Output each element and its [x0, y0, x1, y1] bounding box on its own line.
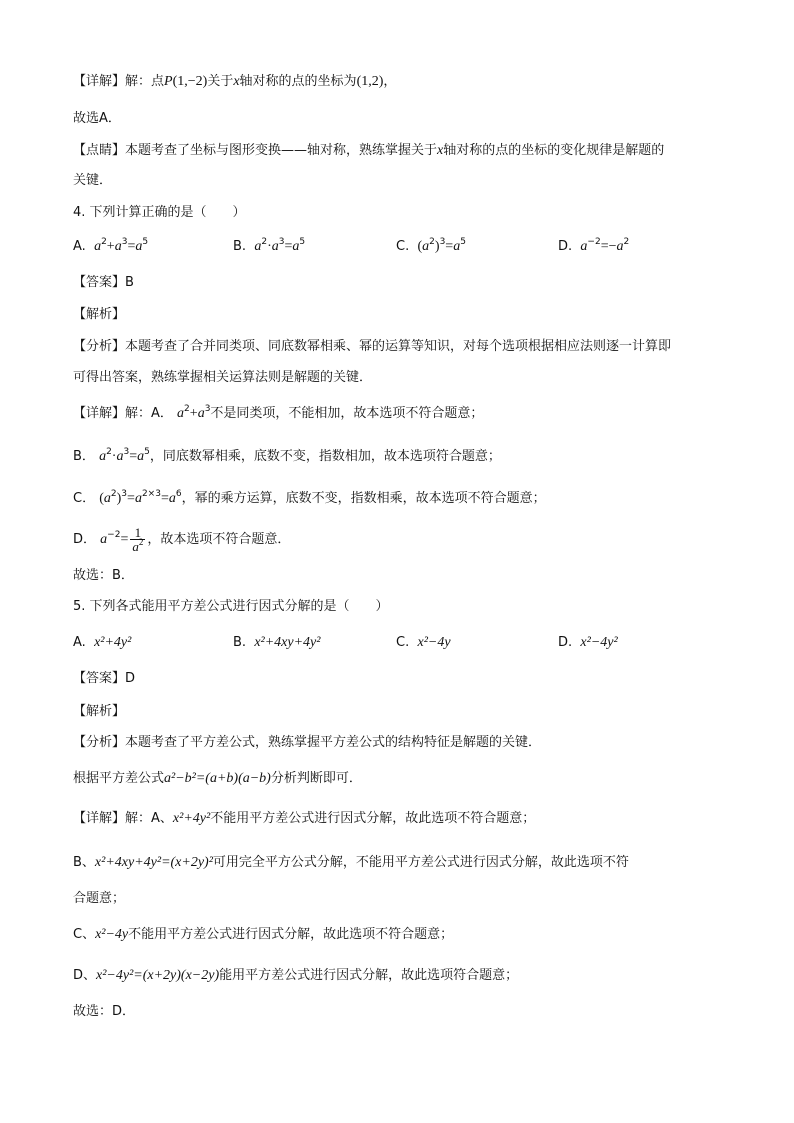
q5-option-d: D. x²−4y² [558, 635, 618, 650]
q5-detail-d: D、x²−4y²=(x+2y)(x−2y)能用平方差公式进行因式分解，故此选项符合题意； [73, 968, 519, 983]
q5-analysis-formula: 根据平方差公式a²−b²=(a+b)(a−b)分析判断即可． [73, 771, 362, 786]
q5-detail-b-cont: 合题意； [73, 891, 126, 906]
q4-option-b: B. $a^2\cdot a^3=a^5$ [233, 237, 306, 254]
q4-answer: 【答案】B [73, 275, 134, 290]
q5-analysis: 【分析】本题考查了平方差公式，熟练掌握平方差公式的结构特征是解题的关键． [73, 735, 542, 750]
q4-analysis-title: 【解析】 [73, 307, 126, 322]
q5-detail-a: 【详解】解：A、x²+4y²不能用平方差公式进行因式分解，故此选项不符合题意； [73, 811, 536, 826]
q4-question: 4. 下列计算正确的是（ ） [73, 205, 246, 220]
q5-analysis-title: 【解析】 [73, 704, 126, 719]
q5-question: 5. 下列各式能用平方差公式进行因式分解的是（ ） [73, 599, 389, 614]
q5-detail-b: B、x²+4xy+4y²=(x+2y)²可用完全平方公式分解，不能用平方差公式进行因式分解，故此选项不符 [73, 855, 629, 870]
q3-detail: 【详解】解：点P(1,−2)关于x轴对称的点的坐标为(1,2)， [73, 74, 397, 89]
q4-options [73, 238, 733, 258]
q4-detail-a: 【详解】解：A． $a^2+a^3$不是同类项，不能相加，故本选项不符合题意； [73, 404, 484, 421]
q5-answer: 【答案】D [73, 671, 136, 686]
q4-option-c: C. $(a^2)^3=a^5$ [396, 237, 466, 254]
q5-detail-c: C、x²−4y不能用平方差公式进行因式分解，故此选项不符合题意； [73, 927, 454, 942]
q4-option-d: D. $a^{-2}=-a^2$ [558, 237, 630, 254]
q4-option-a: A. $a^2+a^3=a^5$ [73, 237, 149, 254]
q4-choose: 故选：B． [73, 568, 134, 583]
q4-analysis: 【分析】本题考查了合并同类项、同底数幂相乘、幂的运算等知识，对每个选项根据相应法则逐一计算即 [73, 339, 672, 354]
q5-options [73, 634, 733, 654]
q5-option-a: A. x²+4y² [73, 635, 132, 650]
q3-choose: 故选A． [73, 111, 121, 126]
q4-detail-d: D． $a^{-2}=$ $\frac{1}{a^2}$ ，故本选项不符合题意． [73, 525, 291, 554]
q3-comment-cont: 关键． [73, 173, 113, 188]
q5-option-b: B. x²+4xy+4y² [233, 635, 321, 650]
q4-detail-b: B． $a^2\cdot a^3=a^5$，同底数幂相乘，底数不变，指数相加，故本选项符合题意； [73, 447, 501, 464]
q5-choose: 故选：D． [73, 1004, 136, 1019]
q3-comment: 【点睛】本题考查了坐标与图形变换——轴对称，熟练掌握关于x轴对称的点的坐标的变化规律是解题的 [73, 143, 665, 158]
fraction: $\frac{1}{a^2}$ [132, 525, 144, 554]
q5-option-c: C. x²−4y [396, 635, 451, 650]
q4-detail-c: C． $(a^2)^3=a^{2\times 3}=a^6$，幂的乘方运算，底数不变，指数相乘，故本选项不符合题意； [73, 489, 546, 506]
q4-analysis-cont: 可得出答案，熟练掌握相关运算法则是解题的关键． [73, 370, 373, 385]
